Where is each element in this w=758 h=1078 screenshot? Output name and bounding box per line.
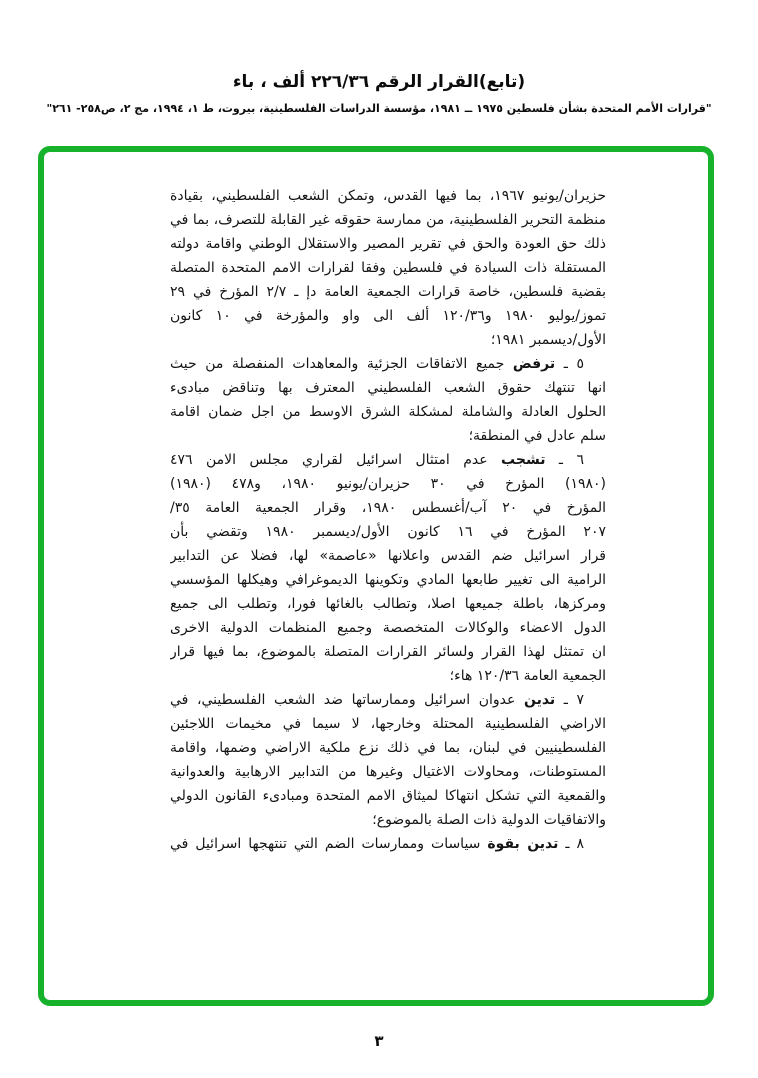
text-segment: حزيران/يونيو ١٩٦٧، بما فيها القدس، وتمكن الشعب الفلسطيني، بقيادة bbox=[170, 188, 606, 204]
page-number: ٣ bbox=[374, 1032, 384, 1050]
text-line bbox=[170, 256, 606, 280]
text-line bbox=[170, 760, 606, 784]
text-segment: الرامية الى تغيير طابعها المادي وتكوينها الديموغرافي وهيكلها المؤسسي bbox=[170, 572, 606, 588]
text-segment: ٨ ـ bbox=[558, 836, 584, 852]
text-line bbox=[170, 808, 606, 832]
text-segment: عدوان اسرائيل وممارساتها ضد الشعب الفلسطيني، في bbox=[170, 692, 524, 708]
text-line bbox=[170, 400, 606, 424]
text-segment: ٢٠٧ المؤرخ في ١٦ كانون الأول/ديسمبر ١٩٨٠ وتقضي بأن bbox=[170, 524, 606, 540]
text-line bbox=[170, 472, 606, 496]
text-segment: سياسات وممارسات الضم التي تنتهجها اسرائيل في bbox=[170, 836, 488, 852]
text-line bbox=[170, 712, 606, 736]
text-segment: (١٩٨٠) المؤرخ في ٣٠ حزيران/يونيو ١٩٨٠، و٤٧٨ (١٩٨٠) bbox=[170, 476, 606, 492]
text-line bbox=[170, 832, 606, 856]
text-line bbox=[170, 232, 606, 256]
text-segment: ذلك حق العودة والحق في تقرير المصير والاستقلال الوطني واقامة دولته bbox=[170, 236, 606, 252]
text-line bbox=[170, 688, 606, 712]
text-line bbox=[170, 328, 606, 352]
text-segment: المؤرخ في ٢٠ آب/أغسطس ١٩٨٠، وقرار الجمعية العامة ٣٥/ bbox=[170, 500, 606, 516]
text-line bbox=[170, 304, 606, 328]
text-segment: عدم امتثال اسرائيل لقراري مجلس الامن ٤٧٦ bbox=[170, 452, 502, 468]
bold-lead-word: تدين bbox=[523, 692, 556, 708]
text-line bbox=[170, 208, 606, 232]
text-line bbox=[170, 520, 606, 544]
text-segment: المستقلة ذات السيادة في فلسطين وفقا لقرارات الامم المتحدة المتصلة bbox=[170, 260, 606, 276]
text-segment: تموز/يوليو ١٩٨٠ و١٢٠/٣٦ ألف الى واو والمؤرخة في ١٠ كانون bbox=[170, 308, 606, 324]
text-segment: سلم عادل في المنطقة؛ bbox=[468, 428, 606, 444]
text-line bbox=[170, 568, 606, 592]
text-segment: ٦ ـ bbox=[545, 452, 584, 468]
text-segment: ان تمتثل لهذا القرار ولسائر القرارات المتصلة بالموضوع، بما فيها قرار bbox=[170, 644, 606, 660]
bold-lead-word: تدين بقوة bbox=[487, 836, 559, 852]
resolution-title: (تابع)القرار الرقم ٢٢٦/٣٦ ألف ، باء bbox=[232, 72, 526, 92]
text-segment: ومركزها، باطلة جميعها اصلا، وتطالب بالغائها فورا، وتطلب الى جميع bbox=[170, 596, 606, 612]
text-line bbox=[170, 784, 606, 808]
text-line bbox=[170, 280, 606, 304]
text-segment: انها تنتهك حقوق الشعب الفلسطيني المعترف بها وتناقض مبادىء bbox=[170, 380, 606, 396]
text-line bbox=[170, 544, 606, 568]
text-segment: الدول الاعضاء والوكالات المتخصصة وجميع المنظمات الدولية الاخرى bbox=[170, 620, 606, 636]
text-line bbox=[170, 592, 606, 616]
text-line bbox=[170, 376, 606, 400]
document-body bbox=[170, 184, 606, 856]
text-segment: الاراضي الفلسطينية المحتلة وخارجها، لا سيما في مخيمات اللاجئين bbox=[170, 716, 606, 732]
text-segment: والقمعية التي تشكل انتهاكا لميثاق الامم المتحدة ومبادىء القانون الدولي bbox=[170, 788, 606, 804]
text-segment: الأول/ديسمبر ١٩٨١؛ bbox=[490, 332, 606, 348]
page-header bbox=[0, 72, 758, 115]
text-line bbox=[170, 640, 606, 664]
text-segment: ٥ ـ bbox=[555, 356, 584, 372]
bold-lead-word: ترفض bbox=[512, 356, 556, 372]
text-line bbox=[170, 616, 606, 640]
text-segment: بقضية فلسطين، خاصة قرارات الجمعية العامة دإ ـ ٢/٧ المؤرخ في ٢٩ bbox=[170, 284, 606, 300]
text-line bbox=[170, 184, 606, 208]
text-segment: والاتفاقيات الدولية ذات الصلة بالموضوع؛ bbox=[372, 812, 606, 828]
text-line bbox=[170, 448, 606, 472]
text-segment: الفلسطينيين في لبنان، بما في ذلك نزع ملكية الاراضي وضمها، واقامة bbox=[170, 740, 606, 756]
text-segment: المستوطنات، ومحاولات الاغتيال وغيرها من التدابير الارهابية والعدوانية bbox=[170, 764, 606, 780]
text-line bbox=[170, 352, 606, 376]
text-line bbox=[170, 736, 606, 760]
text-segment: ٧ ـ bbox=[555, 692, 584, 708]
text-segment: الجمعية العامة ١٢٠/٣٦ هاء؛ bbox=[449, 668, 606, 684]
text-line bbox=[170, 664, 606, 688]
text-segment: قرار اسرائيل ضم القدس واعلانها «عاصمة» لها، فضلا عن التدابير bbox=[170, 548, 606, 564]
bold-lead-word: تشجب bbox=[501, 452, 546, 468]
source-citation: "قرارات الأمم المتحدة بشأن فلسطين ١٩٧٥ ــ ١٩٨١، مؤسسة الدراسات الفلسطينية، بيروت، ط ١، ١٩٩٤، مج ٢، ص٢٥٨- ٢٦١" bbox=[46, 102, 712, 115]
text-segment: الحلول العادلة والشاملة لمشكلة الشرق الاوسط من اجل ضمان اقامة bbox=[170, 404, 606, 420]
text-segment: منظمة التحرير الفلسطينية، من ممارسة حقوقه غير القابلة للتصرف، بما في bbox=[170, 212, 606, 228]
text-line bbox=[170, 424, 606, 448]
text-line bbox=[170, 496, 606, 520]
text-segment: جميع الاتفاقات الجزئية والمعاهدات المنفصلة من حيث bbox=[170, 356, 513, 372]
